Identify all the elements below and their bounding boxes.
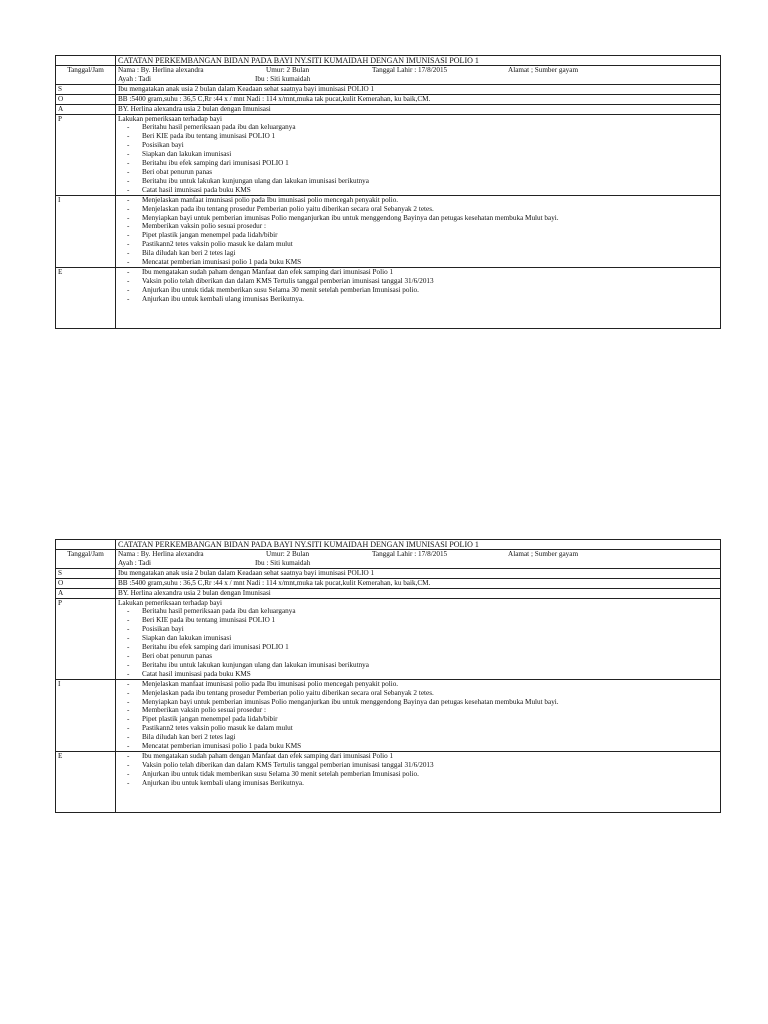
plan-list — [118, 123, 718, 194]
plan-item: - Beritahu hasil pemeriksaan pada ibu dan keluarganya — [118, 607, 718, 616]
plan-item: - Beritahu ibu efek samping dari imunisasi POLIO 1 — [118, 159, 718, 168]
implementation-item: - Memberikan vaksin polio sesuai prosedur : — [118, 222, 718, 231]
implementation-item: - Bila diludah kan beri 2 tetes lagi — [118, 733, 718, 742]
soap-table — [55, 55, 721, 329]
soap-key-a: A — [56, 104, 116, 114]
plan-item: - Siapkan dan lakukan imunisasi — [118, 150, 718, 159]
plan-item: - Beri obat penurun panas — [118, 652, 718, 661]
assessment-text: BY. Herlina alexandra usia 2 bulan dengan Imunisasi — [116, 588, 721, 598]
address: Alamat ; Sumber gayam — [508, 550, 579, 558]
evaluation-item: - Ibu mengatakan sudah paham dengan Manfaat dan efek samping dari imunisasi Polio 1 — [118, 752, 718, 761]
identity-row — [56, 66, 721, 85]
row-i — [56, 195, 721, 267]
implementation-item: - Menyiapkan bayi untuk pemberian imunisas Polio menganjurkan ibu untuk menggendong Bayinya dan petugas kesehatan membuka Mulut bayi. — [118, 698, 718, 707]
implementation-item: - Pastikann2 tetes vaksin polio masuk ke dalam mulut — [118, 240, 718, 249]
row-p — [56, 114, 721, 195]
identity-cell — [116, 66, 721, 85]
plan-item: - Beri obat penurun panas — [118, 168, 718, 177]
plan-cell — [116, 114, 721, 195]
soap-key-o: O — [56, 578, 116, 588]
patient-age: Umur: 2 Bulan — [266, 66, 310, 74]
soap-key-p: P — [56, 114, 116, 195]
evaluation-item: - Anjurkan ibu untuk tidak memberikan susu Selama 30 menit setelah pemberian Imunisasi polio. — [118, 286, 718, 295]
implementation-item: - Pipet plastik jangan menempel pada lidah/bibir — [118, 715, 718, 724]
evaluation-list — [118, 752, 718, 788]
evaluation-cell — [116, 267, 721, 328]
evaluation-item: - Vaksin polio telah diberikan dan dalam KMS Tertulis tanggal pemberian imunisasi tanggal 31/6/2013 — [118, 277, 718, 286]
row-i — [56, 679, 721, 751]
plan-item: - Beri KIE pada ibu tentang imunisasi POLIO 1 — [118, 132, 718, 141]
identity-row — [56, 550, 721, 569]
row-e — [56, 751, 721, 812]
row-a — [56, 588, 721, 598]
implementation-item: - Menjelaskan pada ibu tentang prosedur Pemberian polio yaitu diberikan secara oral Sebanyak 2 tetes. — [118, 205, 718, 214]
date-time-header: Tanggal/Jam — [56, 550, 116, 569]
row-s — [56, 84, 721, 94]
implementation-item: - Menjelaskan manfaat imunisasi polio pada Ibu imunisasi polio mencegah penyakit polio. — [118, 680, 718, 689]
soap-record-2 — [55, 539, 721, 813]
mother-name: Ibu : Siti kumaidah — [255, 558, 311, 567]
plan-cell — [116, 598, 721, 679]
plan-item: - Beri KIE pada ibu tentang imunisasi POLIO 1 — [118, 616, 718, 625]
evaluation-item: - Ibu mengatakan sudah paham dengan Manfaat dan efek samping dari imunisasi Polio 1 — [118, 268, 718, 277]
implementation-list — [118, 196, 718, 267]
father-name: Ayah : Tadi — [118, 74, 152, 83]
plan-intro: Lakukan pemeriksaan terhadap bayi — [118, 114, 222, 123]
soap-record-1 — [55, 55, 721, 329]
soap-key-p: P — [56, 598, 116, 679]
assessment-text: BY. Herlina alexandra usia 2 bulan dengan Imunisasi — [116, 104, 721, 114]
plan-item: - Beritahu ibu efek samping dari imunisasi POLIO 1 — [118, 643, 718, 652]
soap-table — [55, 539, 721, 813]
plan-list — [118, 607, 718, 678]
implementation-cell — [116, 679, 721, 751]
plan-item: - Beritahu hasil pemeriksaan pada ibu dan keluarganya — [118, 123, 718, 132]
evaluation-cell — [116, 751, 721, 812]
soap-key-e: E — [56, 751, 116, 812]
soap-key-e: E — [56, 267, 116, 328]
subjective-text: Ibu mengatakan anak usia 2 bulan dalam Keadaan sehat saatnya bayi imunisasi POLIO 1 — [116, 84, 721, 94]
implementation-item: - Pastikann2 tetes vaksin polio masuk ke dalam mulut — [118, 724, 718, 733]
soap-key-i: I — [56, 195, 116, 267]
objective-text: BB :5400 gram,suhu : 36,5 C,Rr :44 x / mnt Nadi : 114 x/mnt,muka tak pucat,kulit Kemerahan, ku baik,CM. — [116, 578, 721, 588]
subjective-text: Ibu mengatakan anak usia 2 bulan dalam Keadaan sehat saatnya bayi imunisasi POLIO 1 — [116, 568, 721, 578]
row-a — [56, 104, 721, 114]
plan-item: - Catat hasil imunisasi pada buku KMS — [118, 670, 718, 679]
implementation-item: - Menyiapkan bayi untuk pemberian imunisas Polio menganjurkan ibu untuk menggendong Bayinya dan petugas kesehatan membuka Mulut bayi. — [118, 214, 718, 223]
objective-text: BB :5400 gram,suhu : 36,5 C,Rr :44 x / mnt Nadi : 114 x/mnt,muka tak pucat,kulit Kemerahan, ku baik,CM. — [116, 94, 721, 104]
title-blank-cell — [56, 56, 116, 66]
implementation-item: - Menjelaskan pada ibu tentang prosedur Pemberian polio yaitu diberikan secara oral Sebanyak 2 tetes. — [118, 689, 718, 698]
plan-intro: Lakukan pemeriksaan terhadap bayi — [118, 598, 222, 607]
plan-item: - Posisikan bayi — [118, 625, 718, 634]
title-row — [56, 540, 721, 550]
soap-key-o: O — [56, 94, 116, 104]
patient-name: Nama : By. Herlina alexandra — [118, 66, 204, 74]
implementation-item: - Mencatat pemberian imunisasi polio 1 pada buku KMS — [118, 742, 718, 751]
record-title: CATATAN PERKEMBANGAN BIDAN PADA BAYI NY.SITI KUMAIDAH DENGAN IMUNISASI POLIO 1 — [116, 56, 721, 66]
evaluation-item: - Vaksin polio telah diberikan dan dalam KMS Tertulis tanggal pemberian imunisasi tanggal 31/6/2013 — [118, 761, 718, 770]
evaluation-item: - Anjurkan ibu untuk kembali ulang imunisas Berikutnya. — [118, 779, 718, 788]
plan-item: - Posisikan bayi — [118, 141, 718, 150]
evaluation-item: - Anjurkan ibu untuk tidak memberikan susu Selama 30 menit setelah pemberian Imunisasi polio. — [118, 770, 718, 779]
plan-item: - Siapkan dan lakukan imunisasi — [118, 634, 718, 643]
implementation-item: - Bila diludah kan beri 2 tetes lagi — [118, 249, 718, 258]
plan-item: - Beritahu ibu untuk lakukan kunjungan ulang dan lakukan imunisasi berikutnya — [118, 177, 718, 186]
father-name: Ayah : Tadi — [118, 558, 152, 567]
row-o — [56, 578, 721, 588]
plan-item: - Catat hasil imunisasi pada buku KMS — [118, 186, 718, 195]
implementation-list — [118, 680, 718, 751]
row-s — [56, 568, 721, 578]
soap-key-s: S — [56, 568, 116, 578]
patient-name: Nama : By. Herlina alexandra — [118, 550, 204, 558]
birth-date: Tanggal Lahir : 17/8/2015 — [372, 550, 448, 558]
title-blank-cell — [56, 540, 116, 550]
row-p — [56, 598, 721, 679]
patient-age: Umur: 2 Bulan — [266, 550, 310, 558]
date-time-header: Tanggal/Jam — [56, 66, 116, 85]
implementation-item: - Mencatat pemberian imunisasi polio 1 pada buku KMS — [118, 258, 718, 267]
implementation-item: - Menjelaskan manfaat imunisasi polio pada Ibu imunisasi polio mencegah penyakit polio. — [118, 196, 718, 205]
birth-date: Tanggal Lahir : 17/8/2015 — [372, 66, 448, 74]
row-o — [56, 94, 721, 104]
implementation-cell — [116, 195, 721, 267]
mother-name: Ibu : Siti kumaidah — [255, 74, 311, 83]
implementation-item: - Pipet plastik jangan menempel pada lidah/bibir — [118, 231, 718, 240]
evaluation-list — [118, 268, 718, 304]
soap-key-a: A — [56, 588, 116, 598]
soap-key-s: S — [56, 84, 116, 94]
record-title: CATATAN PERKEMBANGAN BIDAN PADA BAYI NY.SITI KUMAIDAH DENGAN IMUNISASI POLIO 1 — [116, 540, 721, 550]
title-row — [56, 56, 721, 66]
identity-cell — [116, 550, 721, 569]
soap-key-i: I — [56, 679, 116, 751]
plan-item: - Beritahu ibu untuk lakukan kunjungan ulang dan lakukan imunisasi berikutnya — [118, 661, 718, 670]
row-e — [56, 267, 721, 328]
address: Alamat ; Sumber gayam — [508, 66, 579, 74]
evaluation-item: - Anjurkan ibu untuk kembali ulang imunisas Berikutnya. — [118, 295, 718, 304]
implementation-item: - Memberikan vaksin polio sesuai prosedur : — [118, 706, 718, 715]
